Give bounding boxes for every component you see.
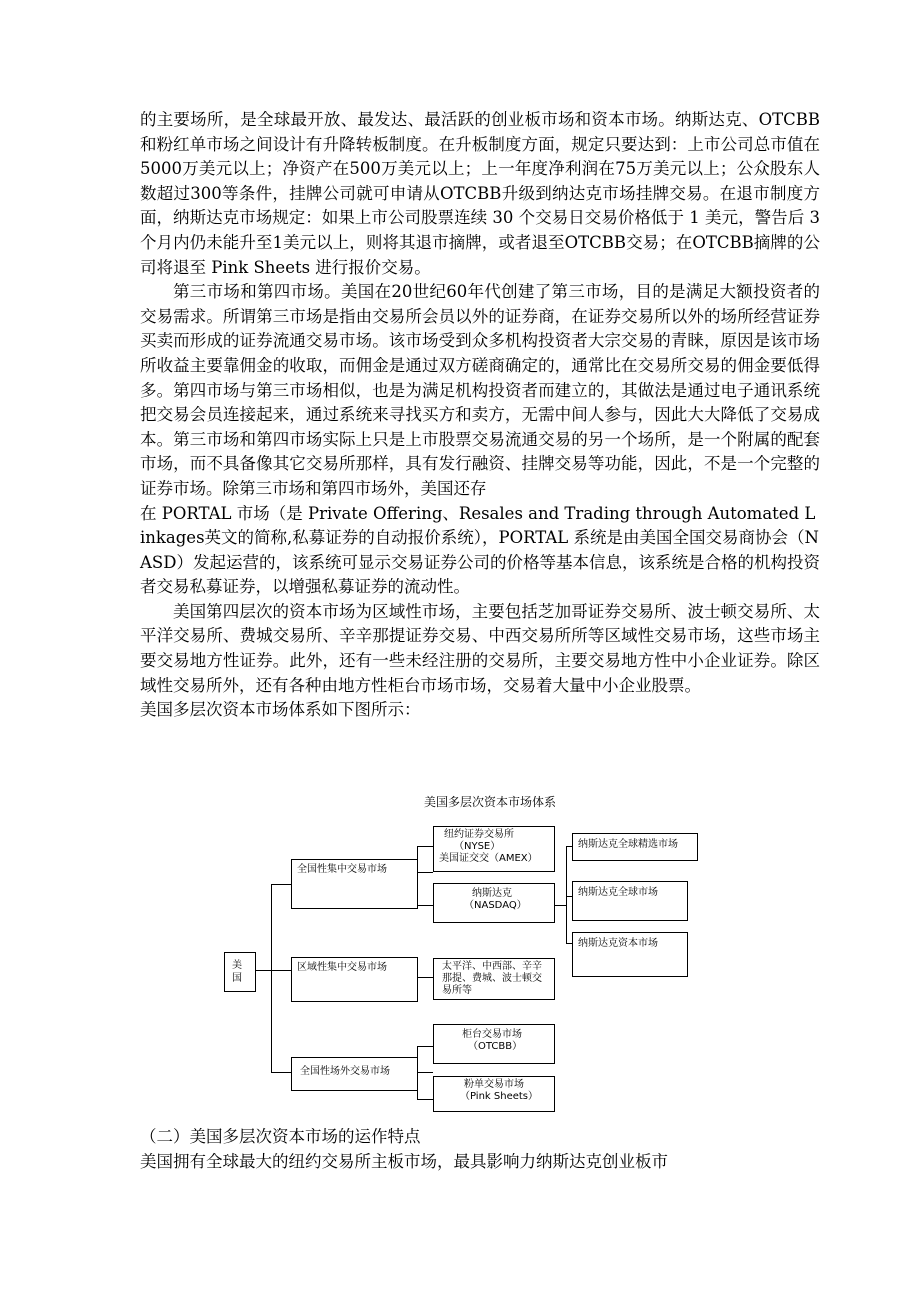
connector: [418, 872, 433, 873]
nasdaq-label: 纳斯达克: [472, 888, 512, 899]
paragraph-4: 美国多层次资本市场体系如下图所示：: [140, 700, 421, 720]
nyse-abbr: （NYSE）: [454, 841, 501, 852]
national-exchange-box: [291, 859, 418, 909]
nyse-label: 纽约证券交易所: [444, 829, 514, 840]
nyse-amex-box: [433, 826, 555, 872]
nasdaq-capital-label: 纳斯达克资本市场: [578, 938, 658, 949]
nasdaq-box: [433, 883, 555, 923]
connector: [271, 884, 291, 885]
nasdaq-global-box: [572, 881, 688, 921]
paragraph-1: 的主要场所，是全球最开放、最发达、最活跃的创业板市场和资本市场。纳斯达克、OTCBB 和粉红单市场之间设计有升降转板制度。在升板制度方面，规定只要达到：上市公司总市值在5000万美元以上；净资产在500万美元以上；上一年度净利润在75万美元以上；公众股东人数超过300等条件，挂牌公司就可申请从OTCBB升级到纳达克市场挂牌交易。在退市制度方面，纳斯达克市场规定：如果上市公司股票连续 30 个交易日交易价格低于 1 美元，警告后 3 个月内仍未能升至1美元以上，则将其退市摘牌，或者退至OTCBB交易；在OTCBB摘牌的公司将退至 Pink Sheets 进行报价交易。: [140, 110, 820, 277]
regional-exchange-box: [291, 957, 418, 1002]
bottom-section: [140, 1125, 820, 1174]
otc-market-label: 全国性场外交易市场: [300, 1066, 390, 1077]
nasdaq-global-select-label: 纳斯达克全球精选市场: [578, 839, 678, 850]
section-heading: （二）美国多层次资本市场的运作特点: [140, 1127, 421, 1146]
nasdaq-global-label: 纳斯达克全球市场: [578, 887, 658, 898]
nasdaq-abbr: （NASDAQ）: [464, 900, 527, 911]
connector: [417, 1072, 433, 1073]
connector: [417, 1099, 433, 1100]
regional-exchanges-list-box: [433, 958, 555, 1000]
connector: [566, 846, 567, 944]
root-usa-box: [224, 952, 256, 992]
root-usa-label: 美国: [232, 960, 242, 984]
connector: [271, 970, 291, 971]
otcbb-box: [433, 1024, 555, 1064]
paragraph-2: 第三市场和第四市场。美国在20世纪60年代创建了第三市场，目的是满足大额投资者的交易需求。所谓第三市场是指由交易所会员以外的证券商，在证券交易所以外的场所经营证券买卖而形成的证券流通交易市场。该市场受到众多机构投资者大宗交易的青睐，原因是该市场所收益主要靠佣金的收取，而佣金是通过双方磋商确定的，通常比在交易所交易的佣金要低得多。第四市场与第三市场相似，也是为满足机构投资者而建立的，其做法是通过电子通讯系统把交易会员连接起来，通过系统来寻找买方和卖方，无需中间人参与，因此大大降低了交易成本。第三市场和第四市场实际上只是上市股票交易流通交易的另一个场所，是一个附属的配套市场，而不具备像其它交易所那样，具有发行融资、挂牌交易等功能，因此，不是一个完整的证券市场。除第三市场和第四市场外，美国还存: [140, 282, 820, 498]
national-exchange-label: 全国性集中交易市场: [297, 864, 387, 875]
regional-line-3: 易所等: [442, 985, 472, 996]
connector: [271, 1072, 291, 1073]
nasdaq-global-select-box: [572, 833, 698, 861]
paragraph-3: 美国第四层次的资本市场为区域性市场，主要包括芝加哥证券交易所、波士顿交易所、太平洋交易所、费城交易所、辛辛那提证券交易、中西交易所所等区域性交易市场，这些市场主要交易地方性证券。此外，还有一些未经注册的交易所，主要交易地方性中小企业证券。除区域性交易所外，还有各种由地方性柜台市场市场，交易着大量中小企业股票。: [140, 601, 820, 695]
connector: [418, 977, 433, 978]
paragraph-5: 美国拥有全球最大的纽约交易所主板市场，最具影响力纳斯达克创业板市: [140, 1151, 668, 1171]
pink-sheets-label: 粉单交易市场: [464, 1079, 524, 1090]
pink-sheets-box: [433, 1076, 555, 1112]
connector: [566, 943, 572, 944]
connector: [271, 884, 272, 1073]
regional-line-1: 太平洋、中西部、辛辛: [442, 961, 542, 972]
paragraph-2-portal: 在 PORTAL 市场（是 Private Offering、Resales and Trading through Automated Linkages英文的简称,私募证券的自动报价系统），PORTAL 系统是由美国全国交易商协会（NASD）发起运营的，该系统可显示交易证券公司的价格等基本信息，该系统是合格的机构投资者交易私募证券，以增强私募证券的流动性。: [140, 503, 820, 597]
connector: [566, 846, 572, 847]
connector: [555, 905, 567, 906]
nasdaq-capital-box: [572, 932, 688, 977]
connector: [256, 970, 272, 971]
connector: [417, 1046, 418, 1100]
connector: [417, 846, 418, 906]
regional-exchange-label: 区域性集中交易市场: [297, 962, 387, 973]
diagram-title: 美国多层次资本市场体系: [423, 795, 556, 809]
regional-line-2: 那提、费城、波士顿交: [442, 973, 542, 984]
pink-sheets-abbr: （Pink Sheets）: [460, 1091, 539, 1102]
connector: [417, 846, 433, 847]
connector: [566, 896, 572, 897]
otc-market-box: [291, 1057, 418, 1091]
document-body: [140, 108, 820, 723]
amex-label: 美国证交交（AMEX）: [439, 853, 538, 864]
connector: [417, 905, 433, 906]
otcbb-label: 柜台交易市场: [462, 1029, 522, 1040]
connector: [417, 1046, 433, 1047]
otcbb-abbr: （OTCBB）: [468, 1041, 523, 1052]
